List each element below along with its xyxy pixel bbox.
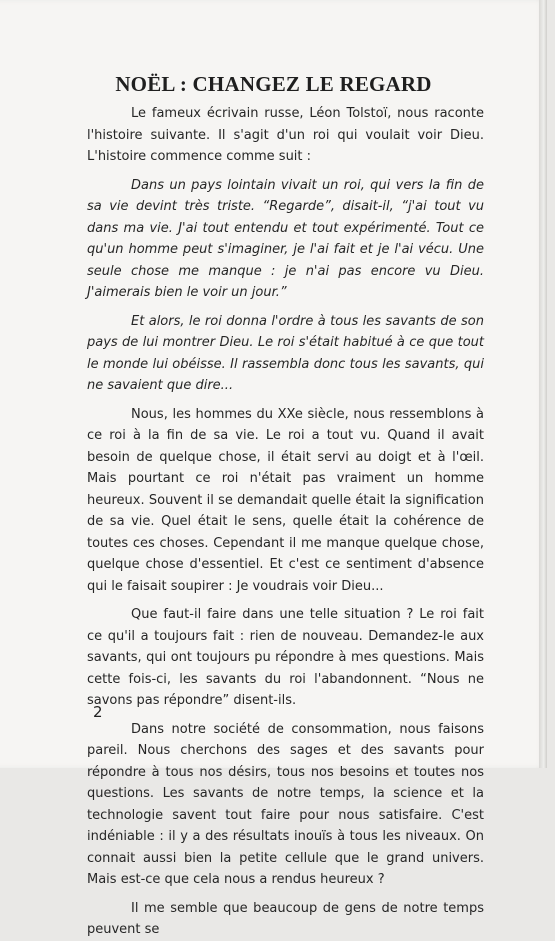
page-edge xyxy=(539,0,547,768)
page-title: NOËL : CHANGEZ LE REGARD xyxy=(115,72,432,97)
paragraph-5: Que faut-il faire dans une telle situation ? Le roi fait ce qu'il a toujours fait : rien de nouveau. Demandez-le aux savants, qui ont toujours pu répondre à mes questions. Mais cette fois-ci, les savants du roi l'abandonnent. “Nous ne savons pas répondre” disent-ils. xyxy=(87,607,484,708)
paragraph-6: Dans notre société de consommation, nous faisons pareil. Nous cherchons des sages et des savants pour répondre à tous nos désirs, tous nos besoins et toutes nos questions. Les savants de notre temps, la science et la technologie savent tout faire pour nous satisfaire. C'est indéniable : il y a des résultats inouïs à tous les niveaux. On connait aussi bien la petite cellule que le grand univers. Mais est-ce que cela nous a rendus heureux ? xyxy=(87,721,484,887)
paragraph-2: Dans un pays lointain vivait un roi, qui vers la fin de sa vie devint très triste. “Regarde”, disait-il, “j'ai tout vu dans ma vie. J'ai tout entendu et tout expérimenté. Tout ce qu'un homme peut s'imaginer, je l'ai fait et je l'ai vécu. Une seule chose me manque : je n'ai pas encore vu Dieu. J'aimerais bien le voir un jour.” xyxy=(87,177,484,300)
page-number: 2 xyxy=(93,703,103,721)
body-text xyxy=(87,103,484,941)
paragraph-7: Il me semble que beaucoup de gens de notre temps peuvent se xyxy=(87,900,484,937)
paragraph-3: Et alors, le roi donna l'ordre à tous les savants de son pays de lui montrer Dieu. Le roi s'était habitué à ce que tout le monde lui obéisse. Il rassembla donc tous les savants, qui ne savaient que dire... xyxy=(87,313,484,393)
paragraph-4: Nous, les hommes du XXe siècle, nous ressemblons à ce roi à la fin de sa vie. Le roi a tout vu. Quand il avait besoin de quelque chose, il était servi au doigt et à l'œil. Mais pourtant ce roi n'était pas vraiment un homme heureux. Souvent il se demandait quelle était la signification de sa vie. Quel était le sens, quelle était la cohérence de toutes ces choses. Cependant il me manque quelque chose, quelque chose d'essentiel. Et c'est ce sentiment d'absence qui le faisait soupirer : Je voudrais voir Dieu... xyxy=(87,406,484,594)
paragraph-1: Le fameux écrivain russe, Léon Tolstoï, nous raconte l'histoire suivante. Il s'agit d'un roi qui voulait voir Dieu. L'histoire commence comme suit : xyxy=(87,106,484,164)
